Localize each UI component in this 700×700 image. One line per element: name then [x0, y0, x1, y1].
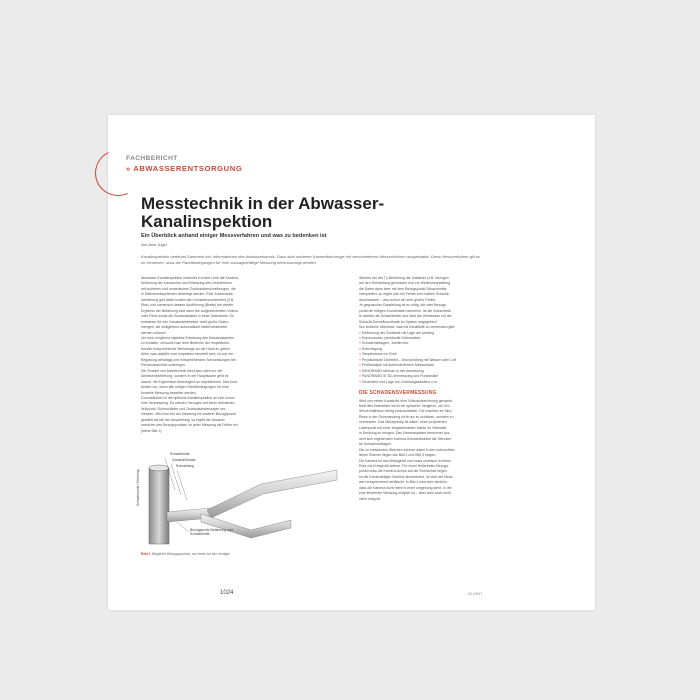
figure-caption-label: Bild 1: [141, 552, 151, 556]
body-text-line: punkt die nötigen Koordinaten bekommt. Ist die Schachtmit-: [359, 308, 452, 313]
body-text-line: Ist die Kameraträger-Gewicht abweichend, ist wird der Mess-: [359, 474, 454, 479]
body-text-line: punkt muss die Kamera-Achse auf der Rohrachse liegen.: [359, 469, 448, 474]
body-text-line: Riss) und numerisch dessen Ausführung (Breite) bei wieder.: [141, 303, 234, 308]
figure-label-3: Rohranfang: [176, 464, 194, 468]
body-text-line: tioniert nur, wenn alle nötigen Randbedingungen für eine: [141, 385, 229, 390]
figure-label-1: Schachtmitte: [170, 452, 190, 456]
body-text-line: Werden bei der Tv-Befahrung die Zustände (z.B. bezogen: [359, 276, 449, 280]
body-text-line: oder Filme sowie die Zustandsdaten in einer Datenbank. So: [141, 314, 234, 319]
body-text-line: schreibung gibt dabei kodiert den Schadensschwerheit (2.B.: [141, 297, 235, 302]
body-text-line: Je gegnaucher Darstellung ist es nötig, die oder Bezugs-: [359, 303, 447, 308]
body-text-line: Risse in der Rohrwandung nicht nur zu schätzen, sondern zu: [359, 414, 454, 419]
body-text-line: Nullpunkt, Rohrschäden und Zustandsänderungen ver-: [141, 406, 227, 411]
body-text-line: messen. Wird nun bei der Messung ein anderer Bezugspunkt: [141, 412, 236, 417]
body-text-line: die Daten dann aber mit dem Bezugspunkt Schachtmitte: [359, 286, 447, 291]
manhole-shaft: [149, 468, 169, 544]
figure-label-2: Zustand/Ansatz: [172, 458, 196, 462]
body-text-line: mit kodierten und numerischen Zustandsbeschreibungen, die: [141, 286, 236, 291]
body-text-line: eine Vermessung. Es werden, bezogen auf einen definierten: [141, 401, 235, 406]
body-text-line: korrekte Messung beachtet werden.: [141, 390, 197, 395]
section-body: [359, 399, 519, 503]
figure-caption-text: Mögliche Bezugspunkte, nur einer ist der richtige: [151, 552, 230, 556]
body-text-line: befahrung der Kanalrohre und Erfassung des Geschehens: [141, 281, 232, 286]
body-text-line: Personalwechsel unterlegen.: [141, 363, 186, 368]
body-text-line: lichen Ebenen liegen wie Bild 2 und Bild 3 zeigen.: [359, 453, 437, 458]
body-text-line: Der Einsatz von Messtechnik dient also nicht nur der: [141, 368, 223, 373]
leader-line-4: [177, 522, 189, 532]
body-text-line: zwischen den Bezugspunkten zu jeder Messung als Fehler ein: [141, 423, 238, 428]
article-author: Von Arne Jugel: [141, 243, 167, 247]
body-text-line: ßenverhältnisse richtig einzuschätzen. Die machtes es Sinn,: [359, 409, 453, 414]
body-text-line: Um eine möglichst objektive Erfassung des Kanalzustandes: [141, 335, 234, 340]
measurement-list-item: » Geometrie und Lage von Zuleitungskanälen u.m.: [359, 380, 519, 385]
body-text-line: Begabung abhängig und entsprechenden Schwankungen bei: [141, 357, 236, 362]
figure-label-5: Bezugspunkt Befahrung und Schachtmitte: [190, 528, 233, 536]
figure-caption: [141, 552, 341, 556]
rubric-category: » ABWASSERENTSORGUNG: [126, 164, 243, 173]
body-text-line: dem sich ergebenden Kamera-Schwenkwinkel die Strecken: [359, 436, 452, 441]
body-text-line: mehr nötig ist.: [359, 496, 381, 501]
body-text-line: interpretiert, so ergibt sich ein Fehler vom halben Schacht-: [359, 292, 450, 297]
measurement-list-item: » Entfernung der Zustände mit Lage am Umfang: [359, 331, 519, 336]
measurement-list-item: » PANORAMO SI 3D-Vermessung und Punktwolke: [359, 374, 519, 379]
measurement-list-item: » Rohrneigung: [359, 347, 519, 352]
body-text-line: zu erhalten, versucht man dem Bediener der Inspektions-: [141, 341, 230, 346]
body-text-line: Rohr mit Kreisprofil stehen. Für einen fehlerfreien Bezugs-: [359, 463, 450, 468]
article-lead: Kanalinspektion bedeutet Sammeln von Informationen des Abwasserkanals. Dazu sind moderne Kamerafahrzeuge mit verschiedenen Messverfahren ausgestattet. Diese Messverfahren gilt es zu verstehen, dass die Randbedingungen für eine aussagekräftige Messung berücksichtigt werden.: [141, 254, 481, 265]
body-text-line: gewählt als bei der Auswertung, so ergibt der Abstand: [141, 417, 225, 422]
body-text-line: vermessen. Das Messprinzip ist dabei, einen projizierten: [359, 420, 447, 425]
body-text-line: dass die Kamera nicht mehr in einer umgebung steht, in der: [359, 485, 452, 490]
issue-info: 10 | 2017: [468, 592, 483, 596]
body-text-line: Alles, was objektiv vom Inspekteur beurteilt wird, ist von der: [141, 352, 234, 357]
rubric-label: FACHBERICHT: [126, 155, 178, 162]
right-intro: [359, 276, 519, 331]
page-number: 1024: [220, 590, 234, 596]
measurement-list-item: » Physikalische Dichtheit – Druckprüfung mit Wasser oder Luft: [359, 358, 519, 363]
figure-pipe-diagram: [141, 450, 342, 550]
measurement-list-item: » Schadensbilagen, -breiten etc.: [359, 341, 519, 346]
body-text-line: mengen, die weitgehend automatisiert weiterverarbeitet: [141, 325, 227, 330]
body-text-line: fehlt dem Betrachter leicht ein optischer Vergleich, um Grö-: [359, 403, 451, 408]
body-text-line: Schacht-Deckelkoordinate im System angegeben?: [359, 319, 438, 324]
measurement-list-item: » Durchmesser, punktuelle Deformation: [359, 336, 519, 341]
body-text-line: Die zu messenden Strecken können dabei in den unterschied-: [359, 447, 456, 452]
body-text-line: in Deckung zu bringen. Das Kamerasystem berechnet aus: [359, 431, 450, 436]
body-text-line: für Schadensbilagen.: [359, 442, 392, 447]
body-text-line: entstehen für den Kanalnetzbetreiber recht große Daten-: [141, 319, 229, 324]
leader-line-3: [177, 470, 187, 500]
measurement-list-item: » Profilanalyse mit kontinuierlichem Messverlauf: [359, 363, 519, 368]
leader-line-2: [171, 464, 181, 495]
body-text-line: wert entsprechend verfälscht. In Bild 4 wird sehr deutlich,: [359, 480, 448, 485]
section-heading: DIE SCHADENSVERMESSUNG: [359, 390, 437, 397]
body-text-line: technik entsprechende Werkzeuge an die Hand zu geben.: [141, 346, 232, 351]
measurement-list-item: » Temperaturen im Rohr: [359, 352, 519, 357]
body-text-line: Arbeitserleichterung, sondern in der Hauptsache geht es: [141, 374, 229, 379]
left-column: [141, 276, 301, 434]
article-subtitle: Ein Überblick anhand einiger Messverfahren und was zu bedenken ist: [141, 233, 327, 239]
body-text-line: werden müssen.: [141, 330, 167, 335]
measurement-list: [359, 331, 519, 386]
manhole-top: [149, 465, 169, 471]
body-text-line: Abwasser-Kanalinspektion bedeutet in erster Linie die Kamera-: [141, 276, 239, 280]
body-text-line: Nur einfache Überblick, was mit Kanaltiefe zu vermessen gibt:: [359, 325, 456, 330]
figure-label-4: Schachtsohle / Dichtring: [136, 469, 140, 506]
right-column: [359, 276, 519, 502]
body-text-line: auf den Rohranfang gemessen und zur Weiterverarbeitung: [359, 281, 451, 286]
body-text-line: Laserpunkt mit einer eingeblendeten Marke im Videobild: [359, 425, 447, 430]
article-title: Messtechnik in der Abwasser-Kanalinspektion: [141, 194, 385, 231]
body-text-line: in Datenbanksystemen hinterlegt werden. Eine Zustandsbe-: [141, 292, 234, 297]
body-text-line: Ergebnis der Befahrung sind dann die aufgezeichneten Videos: [141, 308, 239, 313]
body-text-line: Die Kamera ist das Messgerät und muss zentrisch in einem: [359, 458, 452, 463]
body-text-line: te wirklich als Schachtmitte und nicht als Vermessen mit der: [359, 314, 452, 319]
body-text-line: durchmesser – also schon ein sehr großer Fehler.: [359, 297, 437, 302]
body-text-line: eine fehlerfreie Messung möglich ist – aber wohl auch nicht: [359, 491, 451, 496]
body-text-line: (siehe Bild 1).: [141, 428, 163, 433]
body-text-line: Wird von einem Kanalrohr eine Videoaufzeichnung gemacht,: [359, 398, 454, 403]
body-text-line: darum, die Ergebnisse bestmöglich zu objektivieren. Das funk-: [141, 379, 238, 384]
measurement-list-item: » PANORAMO-Messen in der Abwicklung: [359, 369, 519, 374]
body-text-line: Grundsätzlich ist die optische Kanalinspektion an sich schon: [141, 395, 235, 400]
pipe-main: [207, 470, 337, 518]
